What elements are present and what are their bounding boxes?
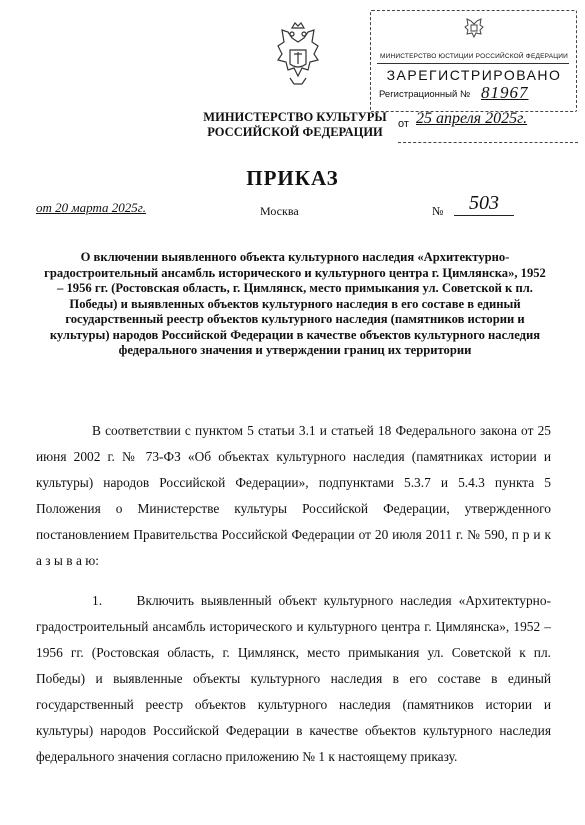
order-heading: О включении выявленного объекта культурного наследия «Архитектурно-градостроительный ансамбль исторического и культурного центра г. Цимлянска», 1952 – 1956 гг. (Ростовская область, г. Цимлянск, место примыкания ул. Советской к пл. Победы) и выявленных объектов культурного наследия в его составе в единый государственный реестр объектов культурного наследия (памятников истории и культуры) народов Российской Федерации в качестве объектов культурного наследия федерального значения и утверждении границ их территории [44, 250, 546, 357]
stamp-registered-label: ЗАРЕГИСТРИРОВАНО [386, 67, 562, 83]
stamp-date-label: от [398, 118, 409, 130]
stamp-divider [377, 63, 569, 64]
order-number-value: 503 [454, 192, 514, 216]
registration-stamp [370, 10, 577, 112]
coat-of-arms-icon [268, 20, 328, 92]
stamp-date-value: 25 апреля 2025г. [416, 110, 528, 127]
document-title: ПРИКАЗ [246, 166, 339, 190]
order-place: Москва [260, 204, 299, 218]
ministry-name-line2: РОССИЙСКОЙ ФЕДЕРАЦИИ [207, 125, 383, 139]
stamp-regno-value: 81967 [481, 83, 529, 102]
order-date: от 20 марта 2025г. [36, 200, 146, 215]
order-number-label: № [432, 204, 444, 218]
ministry-name [195, 110, 395, 140]
stamp-dashed-rule [398, 142, 578, 143]
body-paragraph-item-1 [36, 588, 551, 770]
body-paragraph-preamble: В соответствии с пунктом 5 статьи 3.1 и статьей 18 Федерального закона от 25 июня 2002 г. № 73-ФЗ «Об объектах культурного наследия (памятниках истории и культуры) народов Российской Федерации», подпунктами 5.3.7 и 5.4.3 пункта 5 Положения о Министерстве культуры Российской Федерации, утвержденного постановлением Правительства Российской Федерации от 20 июля 2011 г. № 590, п р и к а з ы в а ю: [36, 423, 551, 568]
item-text: Включить выявленный объект культурного наследия «Архитектурно-градостроительный ансамбль исторического и культурного центра г. Цимлянска», 1952 – 1956 гг. (Ростовская область, г. Цимлянск, место примыкания ул. Советской к пл. Победы) и выявленные объекты культурного наследия в его составе в единый государственный реестр объектов культурного наследия (памятников истории и культуры) народов Российской Федерации в качестве объектов культурного наследия федерального значения согласно приложению № 1 к настоящему приказу. [36, 593, 551, 764]
stamp-ministry-of-justice: МИНИСТЕРСТВО ЮСТИЦИИ РОССИЙСКОЙ ФЕДЕРАЦИИ [379, 53, 569, 60]
item-number: 1. [92, 593, 103, 608]
stamp-regno-label: Регистрационный № [379, 89, 471, 100]
ministry-name-line1: МИНИСТЕРСТВО КУЛЬТУРЫ [203, 110, 387, 124]
stamp-emblem-icon [463, 15, 485, 39]
